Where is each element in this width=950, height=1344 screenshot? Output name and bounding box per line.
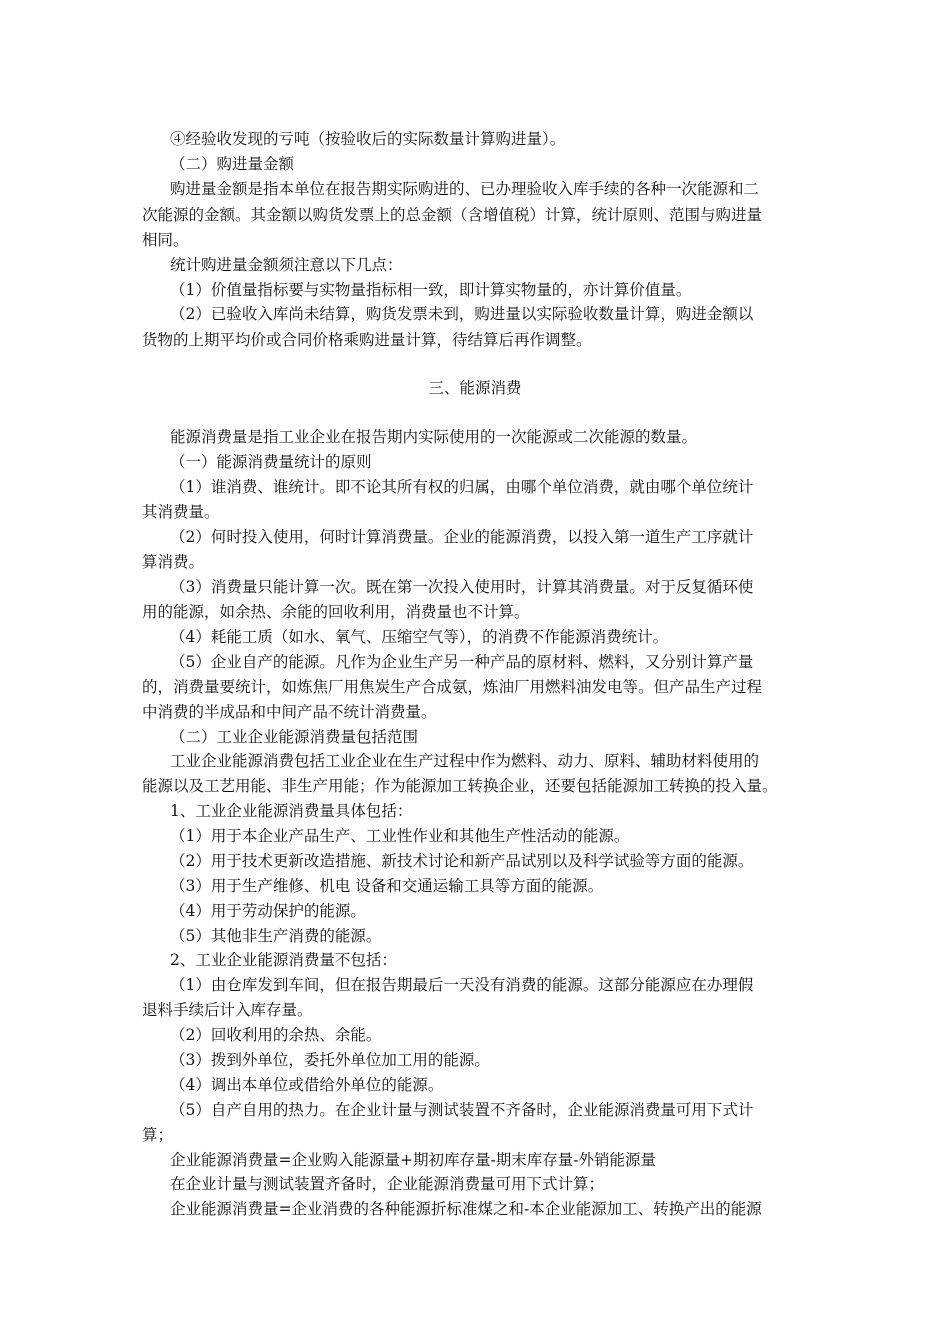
- text-line: 退料手续后计入库存量。: [142, 1001, 313, 1019]
- subheading: （一）能源消费量统计的原则: [170, 453, 372, 471]
- subheading: （二）工业企业能源消费量包括范围: [170, 728, 419, 746]
- text-line: ④经验收发现的亏吨（按验收后的实际数量计算购进量）。: [170, 130, 566, 148]
- text-line: 次能源的金额。其金额以购货发票上的总金额（含增值税）计算，统计原则、范围与购进量: [142, 206, 763, 224]
- formula-line: 企业能源消费量=企业购入能源量+期初库存量-期末库存量-外销能源量: [170, 1151, 656, 1169]
- text-line: 1、工业企业能源消费量具体包括：: [170, 802, 413, 820]
- text-line: 中消费的半成品和中间产品不统计消费量。: [142, 703, 437, 721]
- text-line: 统计购进量金额须注意以下几点：: [170, 256, 403, 274]
- text-line: （4）用于劳动保护的能源。: [170, 902, 366, 920]
- text-line: 用的能源，如余热、余能的回收利用，消费量也不计算。: [142, 603, 530, 621]
- text-line: 货物的上期平均价或合同价格乘购进量计算，待结算后再作调整。: [142, 331, 592, 349]
- text-line: （2）回收利用的余热、余能。: [170, 1026, 382, 1044]
- text-line: 能源以及工艺用能、非生产用能；作为能源加工转换企业，还要包括能源加工转换的投入量。: [142, 777, 778, 795]
- text-line: 能源消费量是指工业企业在报告期内实际使用的一次能源或二次能源的数量。: [170, 428, 698, 446]
- text-line: （3）拨到外单位，委托外单位加工用的能源。: [170, 1051, 490, 1069]
- text-line: （1）谁消费、谁统计。即不论其所有权的归属，由哪个单位消费，就由哪个单位统计: [170, 478, 754, 496]
- text-line: （2）何时投入使用，何时计算消费量。企业的能源消费，以投入第一道生产工序就计: [170, 528, 754, 546]
- formula-line: 企业能源消费量=企业消费的各种能源折标准煤之和-本企业能源加工、转换产出的能源: [170, 1200, 762, 1218]
- text-line: 购进量金额是指本单位在报告期实际购进的、已办理验收入库手续的各种一次能源和二: [170, 180, 760, 198]
- text-line: （4）调出本单位或借给外单位的能源。: [170, 1076, 444, 1094]
- text-line: 算；: [142, 1126, 174, 1144]
- text-line: （5）其他非生产消费的能源。: [170, 927, 382, 945]
- text-line: 2、工业企业能源消费量不包括：: [170, 951, 397, 969]
- text-line: （2）用于技术更新改造措施、新技术讨论和新产品试别以及科学试验等方面的能源。: [170, 852, 754, 870]
- text-line: 在企业计量与测试装置齐备时，企业能源消费量可用下式计算；: [170, 1175, 605, 1193]
- text-line: （3）用于生产维修、机电 设备和交通运输工具等方面的能源。: [170, 877, 604, 895]
- text-line: （4）耗能工质（如水、氧气、压缩空气等），的消费不作能源消费统计。: [170, 628, 669, 646]
- text-line: （2）已验收入库尚未结算，购货发票未到，购进量以实际验收数量计算，购进金额以: [170, 305, 754, 323]
- text-line: 工业企业能源消费包括工业企业在生产过程中作为燃料、动力、原料、辅助材料使用的: [170, 752, 760, 770]
- text-line: 的，消费量要统计，如炼焦厂用焦炭生产合成氨，炼油厂用燃料油发电等。但产品生产过程: [142, 678, 763, 696]
- text-line: 其消费量。: [142, 503, 220, 521]
- text-line: （5）企业自产的能源。凡作为企业生产另一种产品的原材料、燃料，又分别计算产量: [170, 653, 754, 671]
- text-line: （5）自产自用的热力。在企业计量与测试装置不齐备时，企业能源消费量可用下式计: [170, 1101, 754, 1119]
- section-heading: 三、能源消费: [428, 379, 522, 397]
- subheading: （二）购进量金额: [170, 155, 295, 173]
- text-line: 算消费。: [142, 553, 205, 571]
- text-line: 相同。: [142, 231, 189, 249]
- text-line: （1）由仓库发到车间，但在报告期最后一天没有消费的能源。这部分能源应在办理假: [170, 976, 754, 994]
- text-line: （1）用于本企业产品生产、工业性作业和其他生产性活动的能源。: [170, 827, 630, 845]
- text-line: （1）价值量指标要与实物量指标相一致，即计算实物量的，亦计算价值量。: [170, 281, 692, 299]
- text-line: （3）消费量只能计算一次。既在第一次投入使用时，计算其消费量。对于反复循环使: [170, 578, 754, 596]
